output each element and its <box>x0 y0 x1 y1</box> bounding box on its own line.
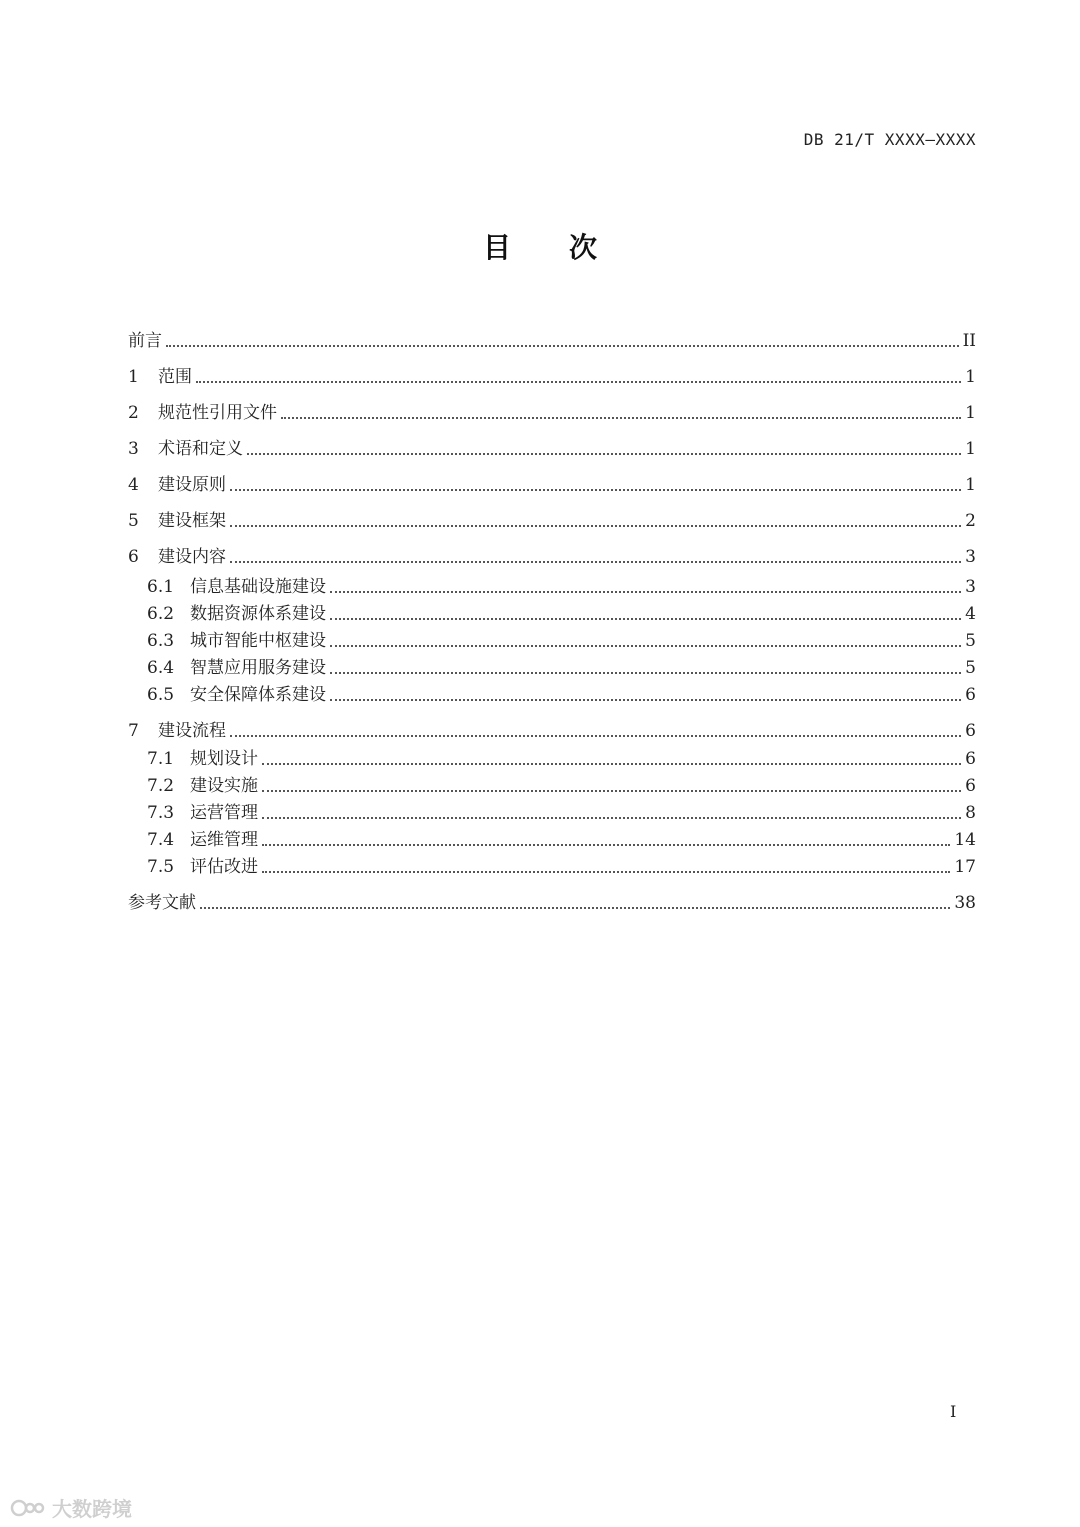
toc-entry-number: 3 <box>128 439 139 459</box>
toc-title: 目次 <box>482 231 655 264</box>
toc-entry-label: 前言 <box>128 331 162 351</box>
toc-leader-dots <box>262 843 950 846</box>
page-number: I <box>950 1402 957 1421</box>
toc-entry-label: 建设流程 <box>158 721 226 741</box>
toc-entry-references[interactable] <box>128 888 976 914</box>
toc-entry-number: 7.5 <box>147 857 175 877</box>
toc-entry-4[interactable] <box>128 470 976 496</box>
watermark-text: 大数跨境 <box>52 1497 132 1521</box>
toc-entry-number: 7.2 <box>147 776 175 796</box>
toc-leader-dots <box>196 380 961 383</box>
toc-entry-label: 建设内容 <box>158 547 226 567</box>
toc-entry-7-4[interactable] <box>147 825 976 851</box>
toc-entry-page: 6 <box>965 721 976 741</box>
toc-leader-dots <box>330 617 961 620</box>
toc-entry-page: II <box>962 331 976 351</box>
toc-leader-dots <box>262 762 961 765</box>
watermark-logo-icon <box>10 1497 46 1519</box>
toc-entry-5[interactable] <box>128 506 976 532</box>
toc-leader-dots <box>247 452 961 455</box>
toc-entry-number: 6.5 <box>147 685 175 705</box>
toc-leader-dots <box>330 590 961 593</box>
toc-leader-dots <box>230 734 961 737</box>
toc-entry-label: 建设框架 <box>158 511 226 531</box>
toc-entry-number: 6.4 <box>147 658 175 678</box>
toc-entry-number: 6.2 <box>147 604 175 624</box>
toc-leader-dots <box>330 698 961 701</box>
toc-entry-page: 5 <box>965 658 976 678</box>
toc-entry-preface[interactable] <box>128 326 976 352</box>
toc-entry-6-3[interactable] <box>147 626 976 652</box>
toc-leader-dots <box>330 671 961 674</box>
toc-entry-7-3[interactable] <box>147 798 976 824</box>
toc-entry-label: 范围 <box>158 367 192 387</box>
toc-entry-7-2[interactable] <box>147 771 976 797</box>
toc-entry-number: 4 <box>128 475 139 495</box>
toc-entry-label: 智慧应用服务建设 <box>190 658 326 678</box>
toc-entry-label: 运营管理 <box>190 803 258 823</box>
toc-leader-dots <box>262 816 961 819</box>
toc-entry-number: 7 <box>128 721 139 741</box>
toc-entry-page: 2 <box>965 511 976 531</box>
toc-entry-6[interactable] <box>128 542 976 568</box>
toc-entry-page: 1 <box>965 475 976 495</box>
toc-entry-number: 7.3 <box>147 803 175 823</box>
toc-entry-number: 5 <box>128 511 139 531</box>
toc-entry-number: 6.3 <box>147 631 175 651</box>
toc-entry-label: 规范性引用文件 <box>158 403 277 423</box>
toc-entry-label: 城市智能中枢建设 <box>190 631 326 651</box>
toc-entry-6-2[interactable] <box>147 599 976 625</box>
toc-entry-number: 6 <box>128 547 139 567</box>
toc-entry-6-4[interactable] <box>147 653 976 679</box>
toc-entry-number: 6.1 <box>147 577 175 597</box>
toc-entry-label: 术语和定义 <box>158 439 243 459</box>
toc-entry-1[interactable] <box>128 362 976 388</box>
toc-entry-page: 6 <box>965 685 976 705</box>
toc-leader-dots <box>230 488 961 491</box>
toc-entry-6-1[interactable] <box>147 572 976 598</box>
toc-entry-page: 3 <box>965 577 976 597</box>
document-code: DB 21/T XXXX—XXXX <box>803 130 976 149</box>
toc-entry-page: 5 <box>965 631 976 651</box>
toc-leader-dots <box>262 870 950 873</box>
toc-entry-label: 安全保障体系建设 <box>190 685 326 705</box>
toc-entry-number: 7.4 <box>147 830 175 850</box>
toc-leader-dots <box>200 906 950 909</box>
toc-leader-dots <box>330 644 961 647</box>
toc-entry-number: 2 <box>128 403 139 423</box>
toc-entry-page: 14 <box>954 830 976 850</box>
toc-entry-label: 建设实施 <box>190 776 258 796</box>
toc-entry-2[interactable] <box>128 398 976 424</box>
toc-entry-7-5[interactable] <box>147 852 976 878</box>
toc-entry-label: 建设原则 <box>158 475 226 495</box>
toc-entry-label: 规划设计 <box>190 749 258 769</box>
toc-leader-dots <box>230 560 961 563</box>
toc-entry-page: 3 <box>965 547 976 567</box>
toc-entry-page: 17 <box>954 857 976 877</box>
toc-entry-page: 4 <box>965 604 976 624</box>
toc-entry-label: 信息基础设施建设 <box>190 577 326 597</box>
toc-entry-label: 参考文献 <box>128 893 196 913</box>
toc-entry-7-1[interactable] <box>147 744 976 770</box>
toc-entry-page: 1 <box>965 367 976 387</box>
toc-entry-3[interactable] <box>128 434 976 460</box>
toc-entry-label: 运维管理 <box>190 830 258 850</box>
toc-entry-page: 6 <box>965 749 976 769</box>
toc-leader-dots <box>281 416 961 419</box>
watermark <box>10 1493 132 1522</box>
toc-leader-dots <box>166 344 959 347</box>
toc-entry-page: 8 <box>965 803 976 823</box>
toc-entry-number: 1 <box>128 367 139 387</box>
toc-entry-7[interactable] <box>128 716 976 742</box>
toc-entry-number: 7.1 <box>147 749 175 769</box>
toc-entry-label: 数据资源体系建设 <box>190 604 326 624</box>
toc-leader-dots <box>230 524 961 527</box>
toc-leader-dots <box>262 789 961 792</box>
toc-entry-label: 评估改进 <box>190 857 258 877</box>
toc-entry-page: 1 <box>965 439 976 459</box>
toc-entry-page: 38 <box>954 893 976 913</box>
toc-entry-6-5[interactable] <box>147 680 976 706</box>
toc-entry-page: 1 <box>965 403 976 423</box>
toc-entry-page: 6 <box>965 776 976 796</box>
